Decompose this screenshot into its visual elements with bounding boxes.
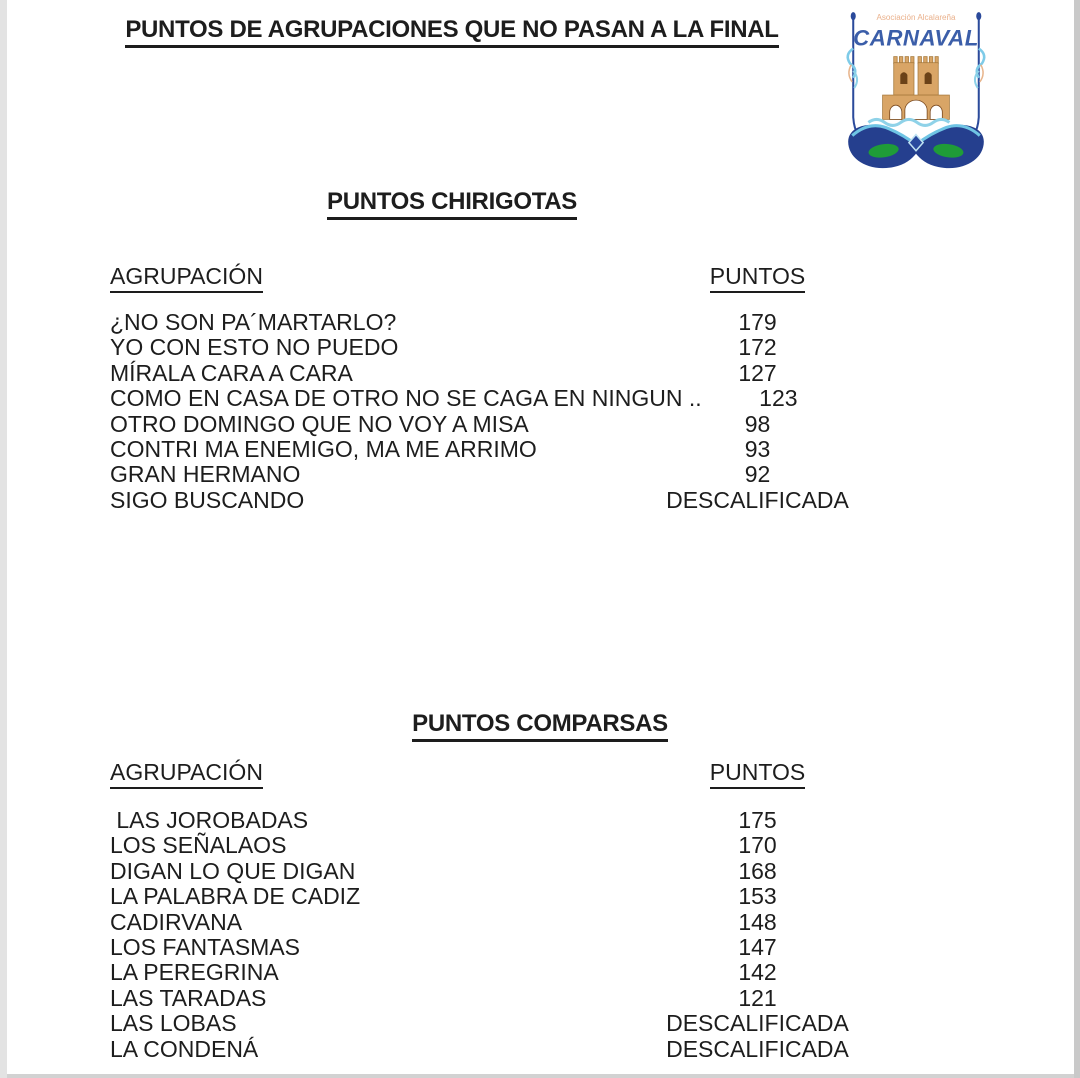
group-points: DESCALIFICADA: [666, 1010, 849, 1037]
carnaval-wordmark: CARNAVAL: [853, 25, 979, 51]
group-name: OTRO DOMINGO QUE NO VOY A MISA: [110, 410, 529, 437]
association-name-text: Asociación Alcalareña: [876, 13, 956, 23]
comparsas-table: [110, 808, 855, 1062]
group-name: COMO EN CASA DE OTRO NO SE CAGA EN NINGUN ..: [110, 385, 702, 412]
table-row: [110, 488, 855, 513]
group-name: LAS LOBAS: [110, 1010, 237, 1037]
section-chirigotas-title: PUNTOS CHIRIGOTAS: [327, 188, 577, 220]
table-row: [110, 310, 855, 335]
page-edge-right: [1074, 0, 1080, 1078]
table-row: [110, 412, 855, 437]
group-name: LOS SEÑALAOS: [110, 832, 287, 859]
group-name: LAS JOROBADAS: [110, 807, 309, 833]
table-row: [110, 884, 855, 909]
column-header-agrupacion: AGRUPACIÓN: [110, 263, 660, 293]
group-name: DIGAN LO QUE DIGAN: [110, 857, 356, 884]
carnaval-logo: [840, 6, 992, 170]
group-points: DESCALIFICADA: [666, 486, 849, 513]
group-points: 142: [738, 959, 777, 986]
table-row: [110, 361, 855, 386]
group-name: LA PALABRA DE CADIZ: [110, 883, 361, 910]
group-points: DESCALIFICADA: [666, 1035, 849, 1062]
group-points: 123: [759, 385, 798, 412]
page-edge-bottom: [7, 1074, 1074, 1078]
group-points: 179: [738, 309, 777, 335]
table-row: [110, 386, 855, 411]
group-points: 92: [744, 461, 771, 488]
table-row: [110, 935, 855, 960]
group-name: YO CON ESTO NO PUEDO: [110, 334, 399, 361]
table-row: [110, 1037, 855, 1062]
group-points: 175: [738, 807, 777, 833]
chirigotas-table: [110, 310, 855, 513]
group-name: LAS TARADAS: [110, 984, 267, 1011]
column-header-agrupacion: AGRUPACIÓN: [110, 759, 660, 789]
section-chirigotas-title-wrap: [110, 188, 794, 220]
group-points: 148: [738, 908, 777, 935]
group-points: 170: [738, 832, 777, 859]
group-points: 172: [738, 334, 777, 361]
group-name: SIGO BUSCANDO: [110, 486, 305, 513]
group-name: MÍRALA CARA A CARA: [110, 359, 353, 386]
table-row: [110, 1011, 855, 1036]
section-comparsas-title: PUNTOS COMPARSAS: [412, 710, 668, 742]
section-comparsas-title-wrap: [110, 710, 970, 742]
group-points: 168: [738, 857, 777, 884]
document-title-wrap: [110, 16, 794, 48]
chirigotas-column-headers: [110, 263, 855, 293]
group-points: 147: [738, 934, 777, 961]
group-name: LOS FANTASMAS: [110, 934, 301, 961]
group-points: 98: [744, 410, 771, 437]
table-row: [110, 462, 855, 487]
table-row: [110, 960, 855, 985]
table-row: [110, 833, 855, 858]
group-name: ¿NO SON PA´MARTARLO?: [110, 309, 397, 335]
castle-icon: [883, 57, 950, 120]
group-name: LA PEREGRINA: [110, 959, 279, 986]
group-points: 153: [738, 883, 777, 910]
table-row: [110, 910, 855, 935]
page-edge-left: [0, 0, 7, 1078]
group-points: 127: [738, 359, 777, 386]
document-title: PUNTOS DE AGRUPACIONES QUE NO PASAN A LA FINAL: [125, 16, 778, 48]
group-name: CADIRVANA: [110, 908, 243, 935]
waves-icon: [868, 119, 949, 125]
column-header-puntos: PUNTOS: [660, 263, 855, 293]
group-name: CONTRI MA ENEMIGO, MA ME ARRIMO: [110, 436, 537, 463]
column-header-puntos: PUNTOS: [660, 759, 855, 789]
table-row: [110, 437, 855, 462]
group-points: 121: [738, 984, 777, 1011]
table-row: [110, 986, 855, 1011]
comparsas-column-headers: [110, 759, 855, 789]
table-row: [110, 808, 855, 833]
group-name: GRAN HERMANO: [110, 461, 301, 488]
table-row: [110, 335, 855, 360]
mask-icon: [848, 125, 984, 168]
table-row: [110, 859, 855, 884]
group-points: 93: [744, 436, 771, 463]
group-name: LA CONDENÁ: [110, 1035, 259, 1062]
